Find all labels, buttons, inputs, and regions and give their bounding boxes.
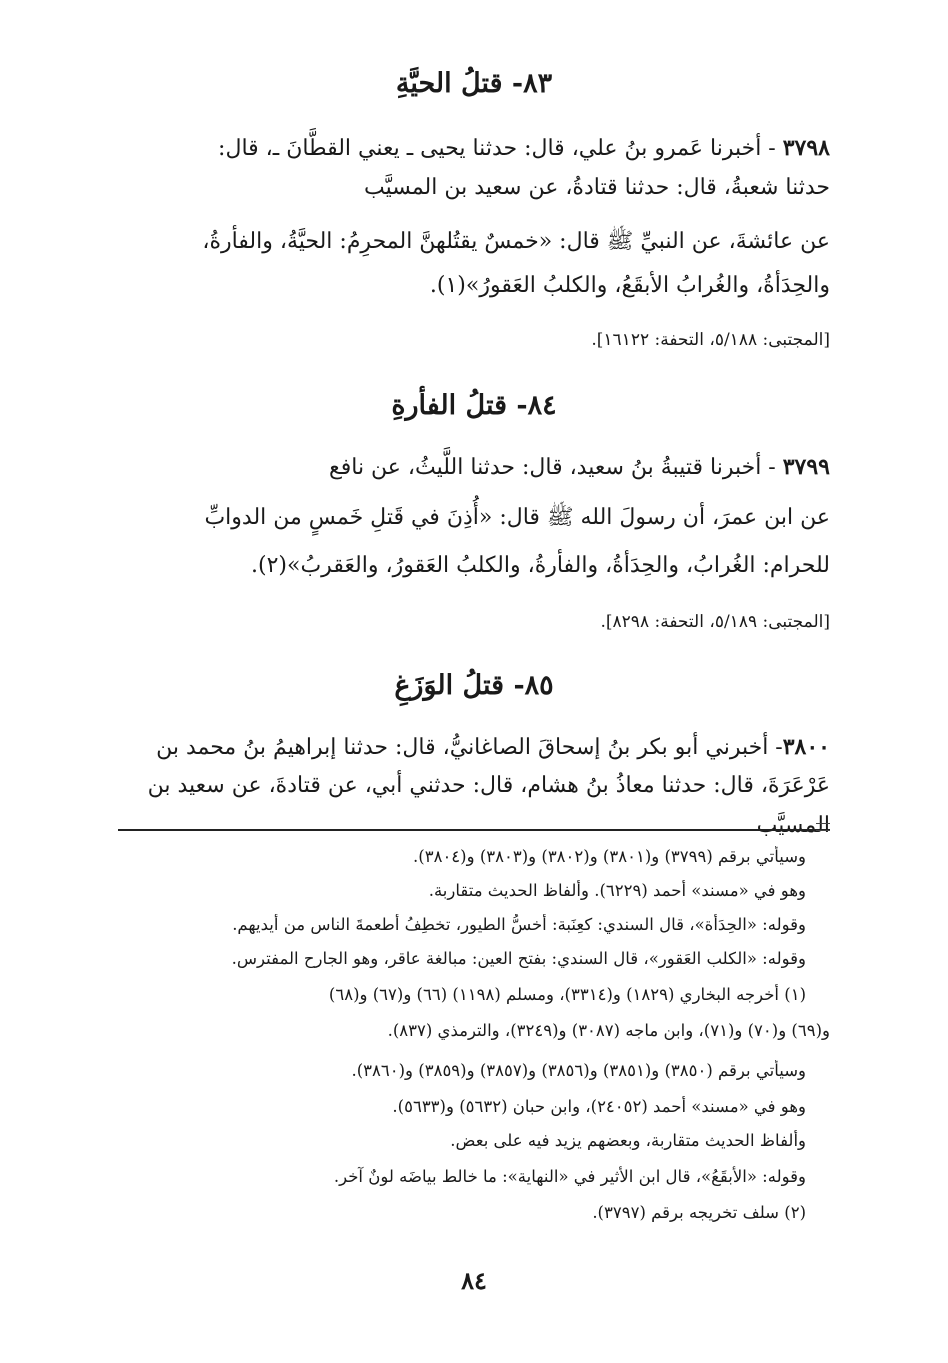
footnote-line: وقوله: «الحِدَأة»، قال السندي: كعِنَبة: أخسُّ الطيور، تخطِفُ أطعمةَ الناس من أيديهم. <box>232 915 806 934</box>
footnote-line: وسيأتي برقم (٣٧٩٩) و(٣٨٠١) و(٣٨٠٢) و(٣٨٠٣) و(٣٨٠٤). <box>413 847 806 866</box>
hadith-3798-line-1 <box>118 128 830 169</box>
footnote-line: وقوله: «الأبقَعُ»، قال ابن الأثير في «النهاية»: ما خالط بياضَه لونٌ آخر. <box>333 1167 806 1186</box>
section-heading-83: ٨٣- قتلُ الحيَّةِ <box>395 68 553 99</box>
continuation-mark <box>816 823 830 831</box>
reference-3798: [المجتبى: ٥/١٨٨، التحفة: ١٦١٢٢]. <box>591 330 830 350</box>
hadith-text: - أخبرني أبو بكر بنُ إسحاقَ الصاغانيُّ، قال: حدثنا إبراهيمُ بنُ محمد بن <box>156 735 783 760</box>
hadith-3799-line-3: للحرام: الغُرابُ، والحِدَأةُ، والفأرةُ، والكلبُ العَقورُ، والعَقربُ»(٢). <box>251 553 830 578</box>
footnote-1: (١) أخرجه البخاري (١٨٢٩) و(٣٣١٤)، ومسلم (١١٩٨) (٦٦) و(٦٧) و(٦٨) <box>328 985 806 1004</box>
footnote-line: وهو في «مسند» أحمد (٦٢٢٩). وألفاظ الحديث متقاربة. <box>428 881 806 900</box>
hadith-3799-line-1 <box>118 447 830 488</box>
hadith-text: - أخبرنا عَمرو بنُ علي، قال: حدثنا يحيى ـ يعني القطَّانَ ـ، قال: <box>218 136 783 161</box>
hadith-3798-line-3: عن عائشةَ، عن النبيِّ ﷺ قال: «خمسٌ يقتُلهنَّ المحرِمُ: الحيَّةُ، والفأرةُ، <box>202 229 830 254</box>
footnote-line: وألفاظ الحديث متقاربة، وبعضهم يزيد فيه على بعض. <box>450 1131 806 1150</box>
hadith-number: ٣٧٩٩ <box>782 454 830 480</box>
hadith-number: ٣٧٩٨ <box>782 135 830 161</box>
hadith-3799-line-2: عن ابن عمرَ، أن رسولَ الله ﷺ قال: «أُذِنَ في قَتلِ خَمسٍ من الدوابِّ <box>204 505 830 530</box>
hadith-3800-line-2: عَرْعَرَةَ، قال: حدثنا معاذُ بنُ هشام، قال: حدثني أبي، عن قتادةَ، عن سعيد بن المسيَّب <box>147 773 830 838</box>
section-heading-85: ٨٥- قتلُ الوَزَغِ <box>394 670 554 701</box>
footnote-line: وهو في «مسند» أحمد (٢٤٠٥٢)، وابن حبان (٥٦٣٢) و(٥٦٣٣). <box>392 1097 806 1116</box>
hadith-text: - أخبرنا قتيبةُ بنُ سعيد، قال: حدثنا اللَّيثُ، عن نافع <box>329 455 783 480</box>
page-number: ٨٤ <box>461 1266 487 1295</box>
footnote-2: (٢) سلف تخريجه برقم (٣٧٩٧). <box>592 1203 806 1222</box>
footnote-line: وقوله: «الكلب العَقور»، قال السندي: بفتح العين: مبالغة عاقر، وهو الجارح المفترس. <box>231 949 806 968</box>
reference-3799: [المجتبى: ٥/١٨٩، التحفة: ٨٢٩٨]. <box>600 612 830 632</box>
footnote-line: و(٦٩) و(٧٠) و(٧١)، وابن ماجه (٣٠٨٧) و(٣٢٤٩)، والترمذي (٨٣٧). <box>387 1021 830 1040</box>
hadith-3800-line-1 <box>118 727 830 768</box>
hadith-number: ٣٨٠٠ <box>782 734 830 760</box>
section-heading-84: ٨٤- قتلُ الفأرةِ <box>391 390 557 421</box>
footnote-separator <box>118 829 830 831</box>
footnote-line: وسيأتي برقم (٣٨٥٠) و(٣٨٥١) و(٣٨٥٦) و(٣٨٥٧) و(٣٨٥٩) و(٣٨٦٠). <box>351 1061 806 1080</box>
hadith-3798-line-4: والحِدَأةُ، والغُرابُ الأبقَعُ، والكلبُ العَقورُ»(١). <box>429 273 830 298</box>
hadith-3798-line-2: حدثنا شعبةُ، قال: حدثنا قتادةُ، عن سعيد بن المسيَّب <box>363 175 830 200</box>
